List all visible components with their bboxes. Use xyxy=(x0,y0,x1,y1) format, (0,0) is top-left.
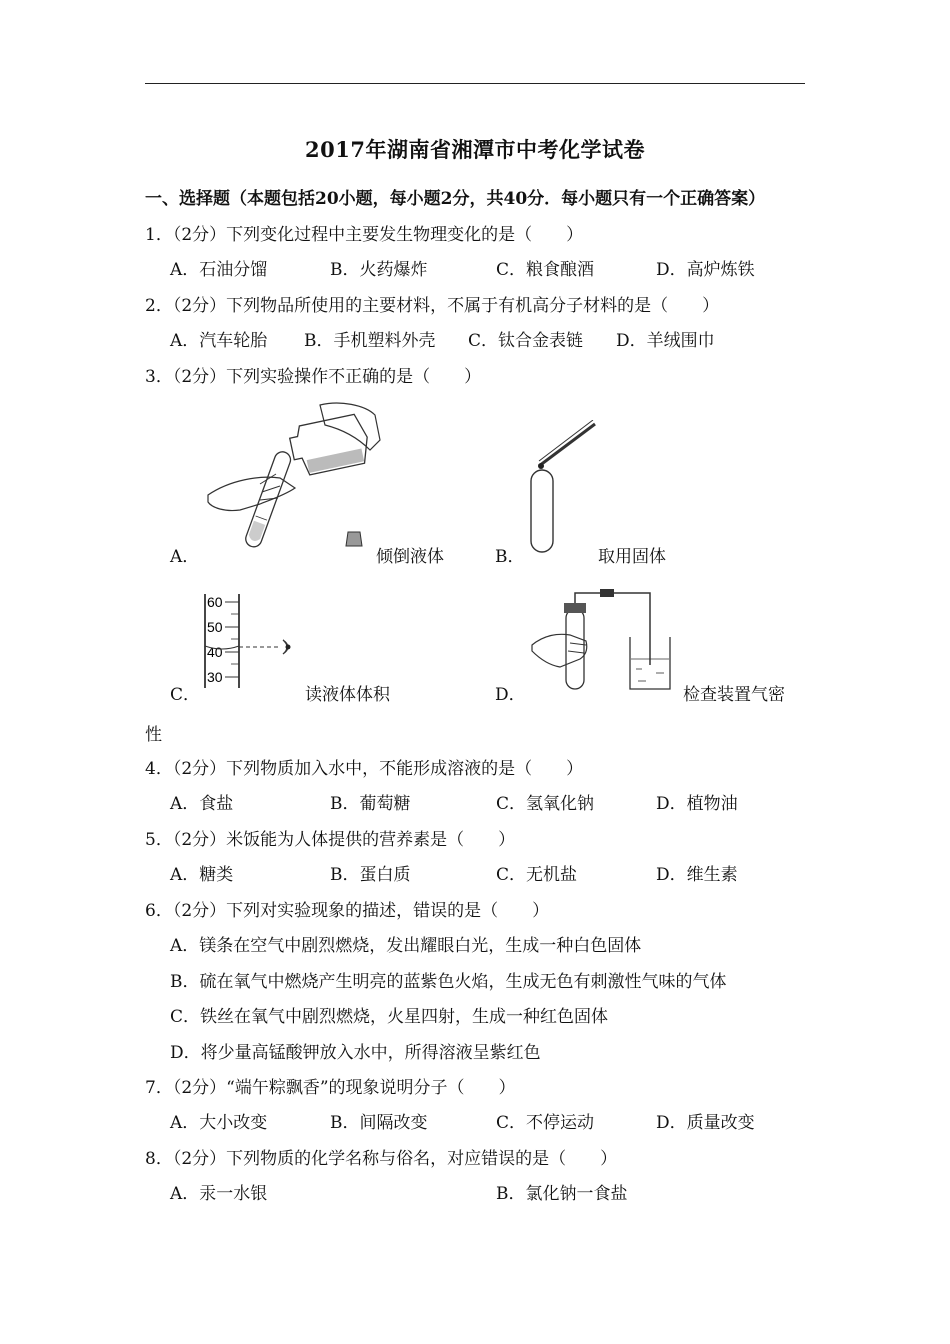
q8-option-a: A．汞一水银 xyxy=(170,1184,268,1204)
q6-option-c: C．铁丝在氧气中剧烈燃烧，火星四射，生成一种红色固体 xyxy=(170,1007,609,1027)
q8-option-b: B．氯化钠一食盐 xyxy=(496,1184,628,1204)
question-8: 8．（2分）下列物质的化学名称与俗名，对应错误的是（ ） xyxy=(145,1149,618,1169)
question-6: 6．（2分）下列对实验现象的描述，错误的是（ ） xyxy=(145,901,550,921)
question-4: 4．（2分）下列物质加入水中，不能形成溶液的是（ ） xyxy=(145,759,584,779)
q7-option-d: D．质量改变 xyxy=(656,1113,755,1133)
question-2: 2．（2分）下列物品所使用的主要材料，不属于有机高分子材料的是（ ） xyxy=(145,296,720,316)
q3-option-c-letter: C． xyxy=(170,685,201,705)
q7-option-c: C．不停运动 xyxy=(496,1113,595,1133)
q3-option-a-caption: 倾倒液体 xyxy=(376,547,444,567)
q6-option-d: D．将少量高锰酸钾放入水中，所得溶液呈紫红色 xyxy=(170,1043,541,1063)
question-5: 5．（2分）米饭能为人体提供的营养素是（ ） xyxy=(145,830,516,850)
header-rule xyxy=(145,83,805,84)
airtightness-apparatus-figure xyxy=(530,585,680,695)
q3-option-a-letter: A． xyxy=(170,547,200,567)
q4-option-b: B．葡萄糖 xyxy=(330,794,411,814)
taking-solid-figure xyxy=(525,420,605,560)
q4-option-a: A．食盐 xyxy=(170,794,234,814)
question-7: 7．（2分）“端午粽飘香”的现象说明分子（ ） xyxy=(145,1078,516,1098)
q3-option-b-caption: 取用固体 xyxy=(598,547,666,567)
q7-option-b: B．间隔改变 xyxy=(330,1113,428,1133)
q2-option-d: D．羊绒围巾 xyxy=(616,331,715,351)
q3-option-d-caption: 检查装置气密 xyxy=(683,685,785,705)
q3-option-d-letter: D． xyxy=(495,685,526,705)
q2-option-b: B．手机塑料外壳 xyxy=(304,331,436,351)
q5-option-a: A．糖类 xyxy=(170,865,234,885)
q1-option-a: A．石油分馏 xyxy=(170,260,268,280)
question-1: 1．（2分）下列变化过程中主要发生物理变化的是（ ） xyxy=(145,225,584,245)
q2-option-a: A．汽车轮胎 xyxy=(170,331,268,351)
graduated-cylinder-figure xyxy=(195,590,305,690)
q1-option-d: D．高炉炼铁 xyxy=(656,260,755,280)
q5-option-d: D．维生素 xyxy=(656,865,738,885)
q7-option-a: A．大小改变 xyxy=(170,1113,268,1133)
q5-option-c: C．无机盐 xyxy=(496,865,578,885)
page-title: 2017年湖南省湘潭市中考化学试卷 xyxy=(305,137,645,162)
tick-label: 40 xyxy=(207,644,223,660)
q2-option-c: C．钛合金表链 xyxy=(468,331,584,351)
q4-option-d: D．植物油 xyxy=(656,794,738,814)
tick-label: 60 xyxy=(207,594,223,610)
q3-option-c-caption: 读液体体积 xyxy=(305,685,390,705)
tick-label: 50 xyxy=(207,619,223,635)
q5-option-b: B．蛋白质 xyxy=(330,865,411,885)
pouring-liquid-figure xyxy=(200,400,390,560)
q6-option-a: A．镁条在空气中剧烈燃烧，发出耀眼白光，生成一种白色固体 xyxy=(170,936,642,956)
section-heading: 一、选择题（本题包括20小题，每小题2分，共40分．每小题只有一个正确答案） xyxy=(145,189,766,209)
q4-option-c: C．氢氧化钠 xyxy=(496,794,595,814)
tick-label: 30 xyxy=(207,669,223,685)
q3-option-d-caption-cont: 性 xyxy=(145,725,162,745)
q6-option-b: B．硫在氧气中燃烧产生明亮的蓝紫色火焰，生成无色有刺激性气味的气体 xyxy=(170,972,727,992)
q3-option-b-letter: B． xyxy=(495,547,525,567)
question-3: 3．（2分）下列实验操作不正确的是（ ） xyxy=(145,367,482,387)
q1-option-c: C．粮食酿酒 xyxy=(496,260,595,280)
q1-option-b: B．火药爆炸 xyxy=(330,260,428,280)
